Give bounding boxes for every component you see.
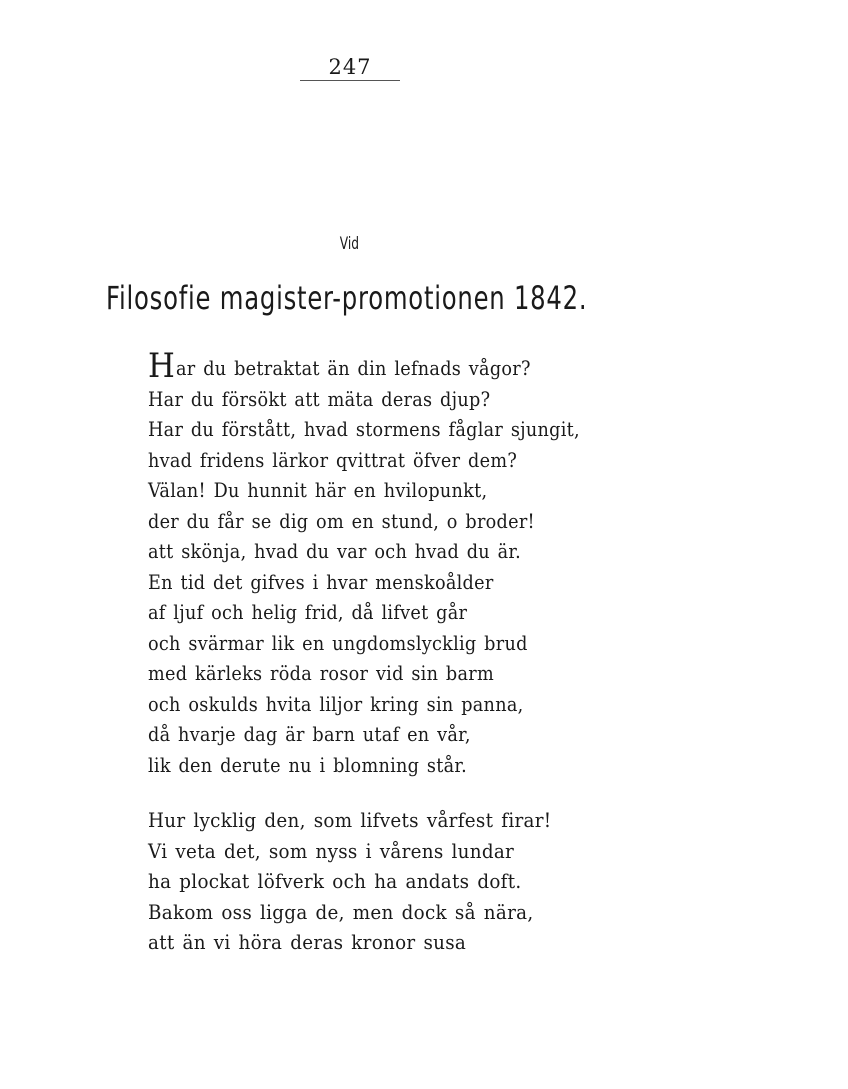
verse-line-10: och svärmar lik en ungdomslycklig brud (148, 631, 528, 655)
verse-line-4: hvad fridens lärkor qvittrat öfver dem? (148, 448, 518, 472)
verse-line-8: En tid det gifves i hvar menskoålder (148, 570, 494, 594)
page-number-rule (300, 80, 400, 81)
verse-line-5: Välan! Du hunnit här en hvilopunkt, (148, 479, 488, 502)
heading-pre-title: Vid (339, 234, 360, 254)
verse-line-1 (148, 346, 580, 386)
verse-line-11: med kärleks röda rosor vid sin barm (148, 662, 495, 685)
verse-line-19: att än vi höra deras kronor susa (148, 931, 467, 954)
poem-stanza-1 (148, 346, 625, 781)
page-number: 247 (328, 55, 372, 79)
verse-line-9: af ljuf och helig frid, då lifvet går (148, 601, 468, 624)
verse-line-15: Hur lycklig den, som lifvets vårfest firar! (148, 809, 552, 832)
verse-line-17: ha plockat löfverk och ha andats doft. (148, 870, 522, 893)
verse-line-7: att skönja, hvad du var och hvad du är. (148, 540, 522, 563)
verse-line-13: då hvarje dag är barn utaf en vår, (148, 723, 471, 746)
verse-line-14: lik den derute nu i blomning står. (148, 753, 468, 777)
page-title: Filosofie magister-promotionen 1842. (106, 279, 588, 317)
verse-line-2: Har du försökt att mäta deras djup? (148, 387, 491, 411)
verse-line-12: och oskulds hvita liljor kring sin panna, (148, 692, 524, 716)
poem-stanza-2 (148, 806, 577, 959)
drop-cap: H (148, 346, 176, 386)
verse-line-18: Bakom oss ligga de, men dock så nära, (148, 900, 534, 924)
verse-line-16: Vi veta det, som nyss i vårens lundar (148, 839, 515, 863)
verse-line-1-text: ar du betraktat än din lefnads vågor? (176, 357, 531, 380)
verse-line-3: Har du förstått, hvad stormens fåglar sjungit, (148, 418, 580, 441)
verse-line-6: der du får se dig om en stund, o broder! (148, 509, 535, 533)
